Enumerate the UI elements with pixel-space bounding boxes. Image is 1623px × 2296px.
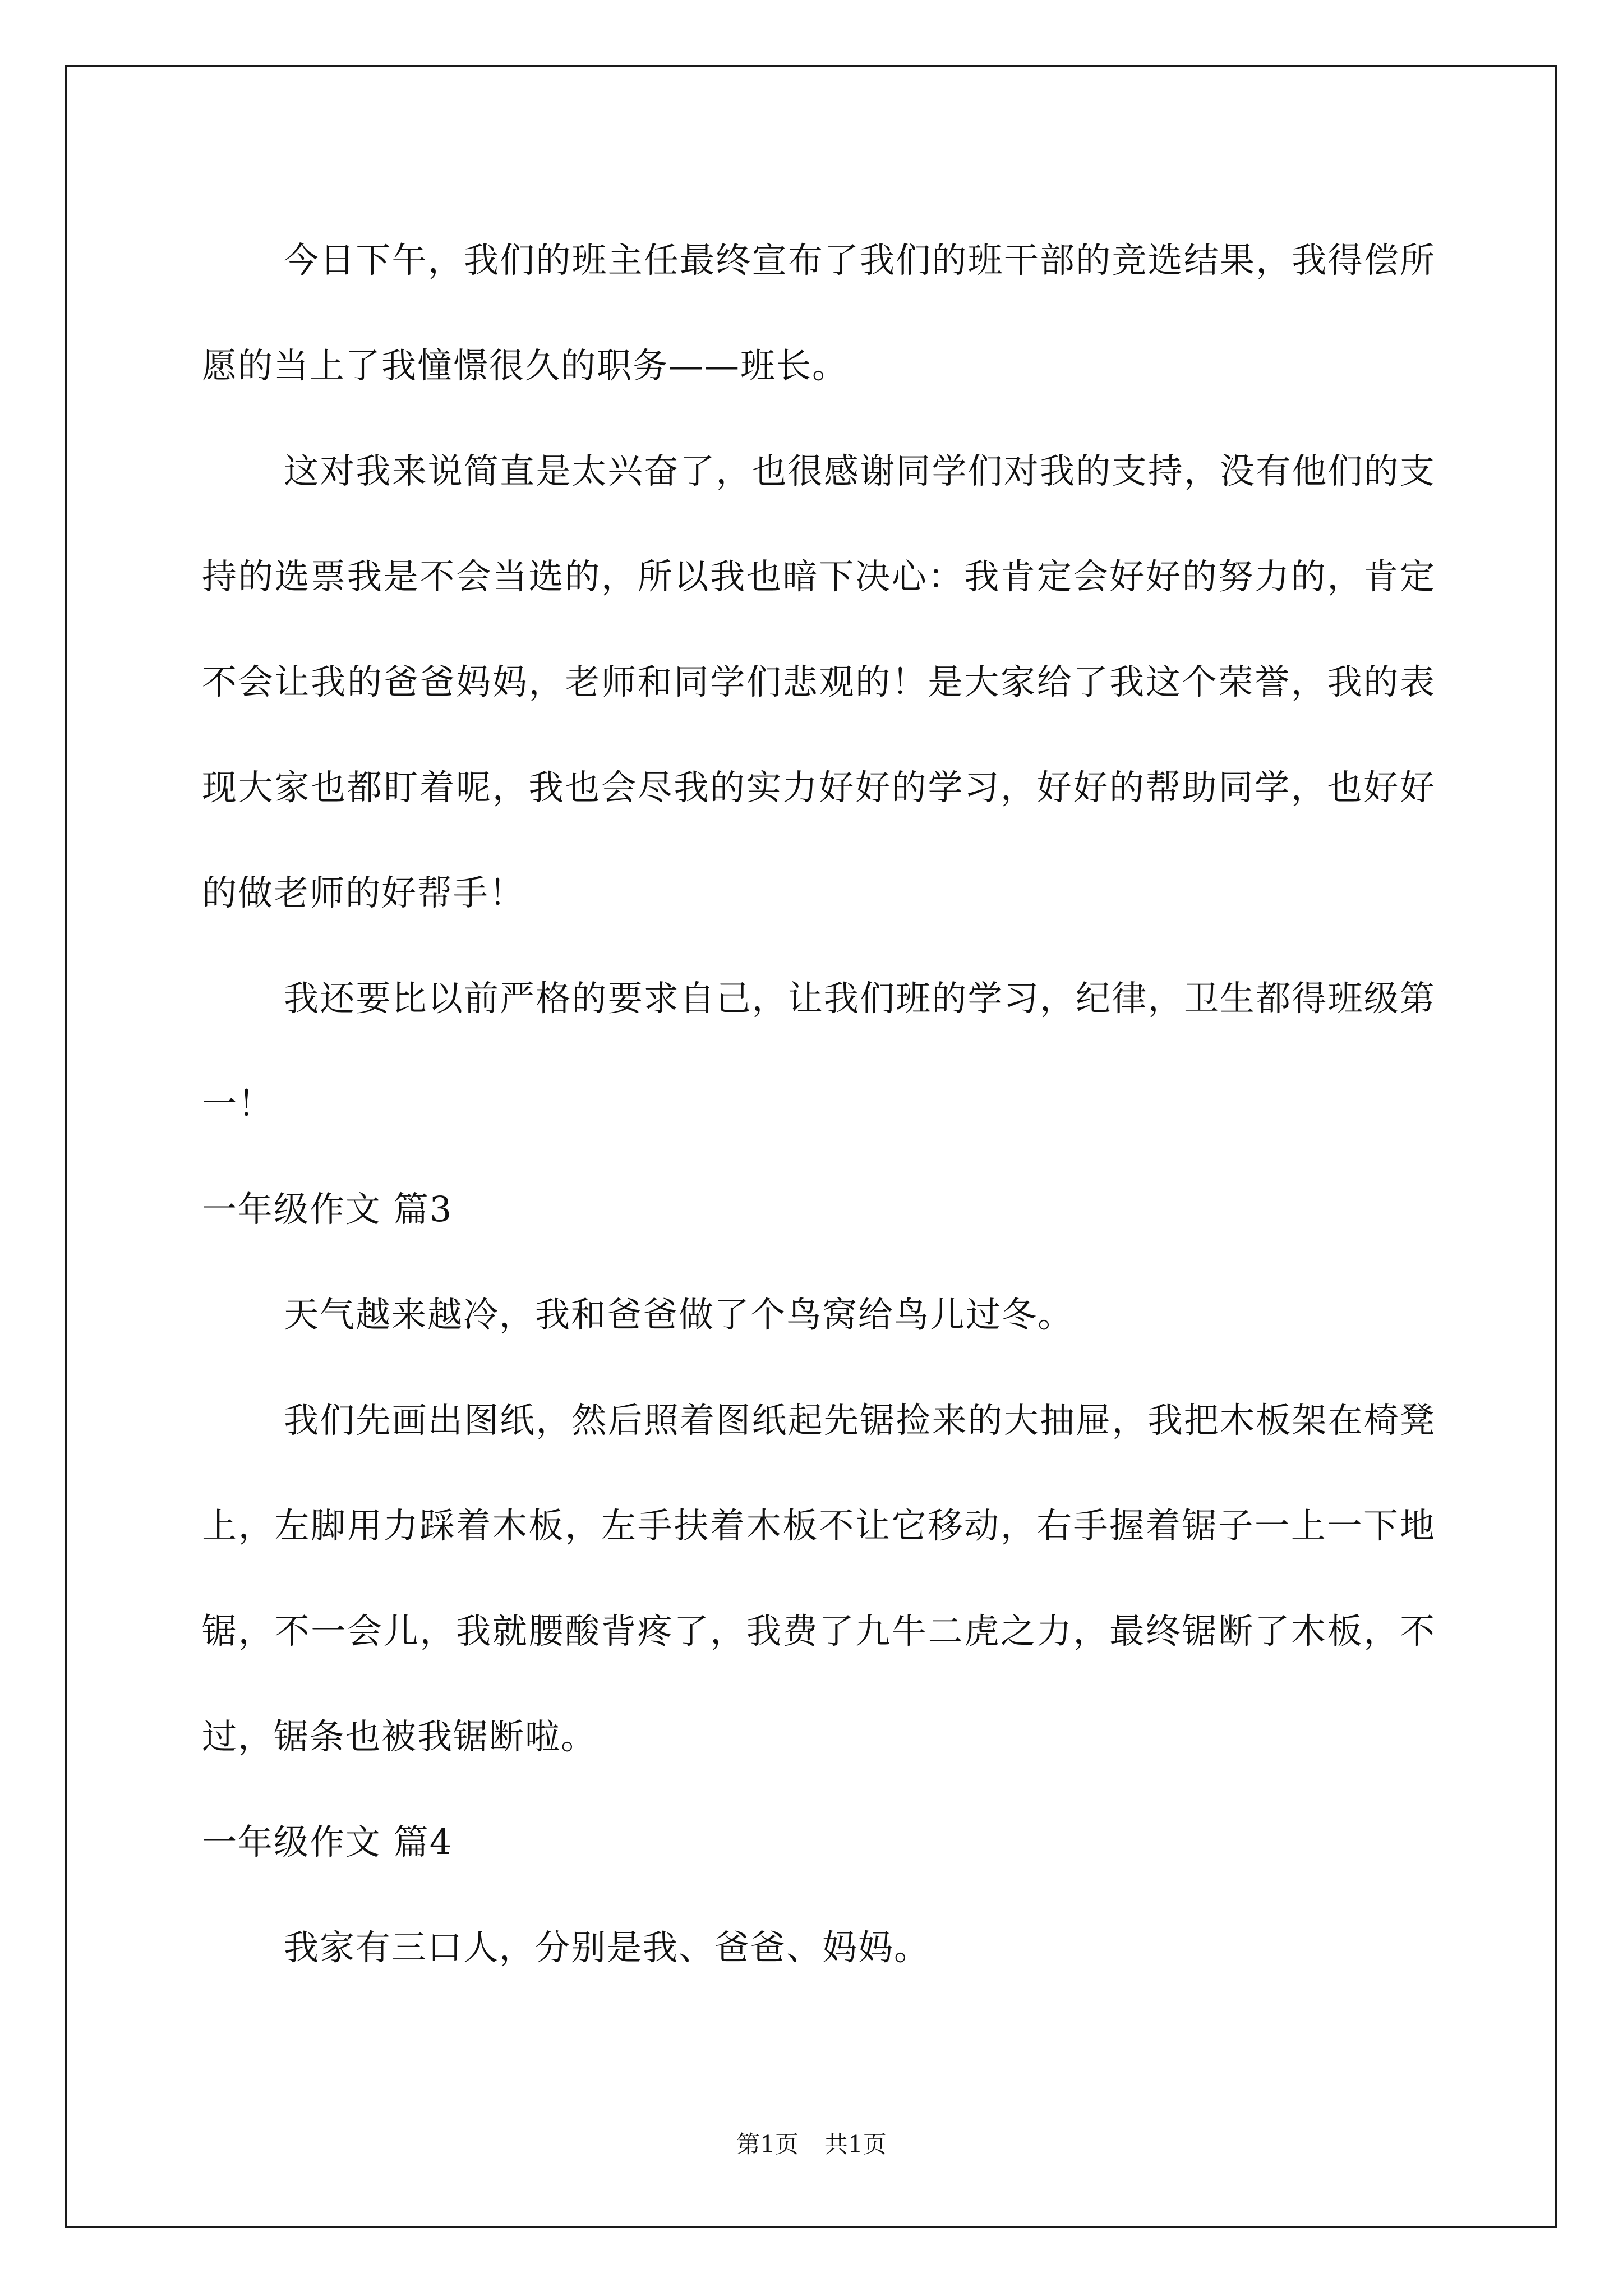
section-heading: 一年级作文 篇4 [202,1821,453,1862]
paragraph: 天气越来越冷，我和爸爸做了个鸟窝给鸟儿过冬。 [284,1294,1074,1335]
paragraph: 我家有三口人，分别是我、爸爸、妈妈。 [284,1927,930,1968]
paragraph: 今日下午，我们的班主任最终宣布了我们的班干部的竞选结果，我得偿所愿的当上了我憧憬很久的职务——班长。 [202,240,1436,386]
section-heading: 一年级作文 篇3 [202,1189,453,1230]
paragraph: 我们先画出图纸，然后照着图纸起先锯捡来的大抽屉，我把木板架在椅凳上，左脚用力踩着木板，左手扶着木板不让它移动，右手握着锯子一上一下地锯，不一会儿，我就腰酸背疼了，我费了九牛二虎之力，最终锯断了木板，不过，锯条也被我锯断啦。 [202,1400,1436,1757]
paragraph: 这对我来说简直是太兴奋了，也很感谢同学们对我的支持，没有他们的支持的选票我是不会当选的，所以我也暗下决心：我肯定会好好的努力的，肯定不会让我的爸爸妈妈，老师和同学们悲观的！是大家给了我这个荣誉，我的表现大家也都盯着呢，我也会尽我的实力好好的学习，好好的帮助同学，也好好的做老师的好帮手！ [202,450,1436,913]
document-body [202,208,1436,2000]
page-total: 共1页 [824,2131,887,2158]
page-footer [0,2126,1623,2160]
page-number: 第1页 [736,2131,799,2158]
paragraph: 我还要比以前严格的要求自己，让我们班的学习，纪律，卫生都得班级第一！ [202,978,1436,1124]
